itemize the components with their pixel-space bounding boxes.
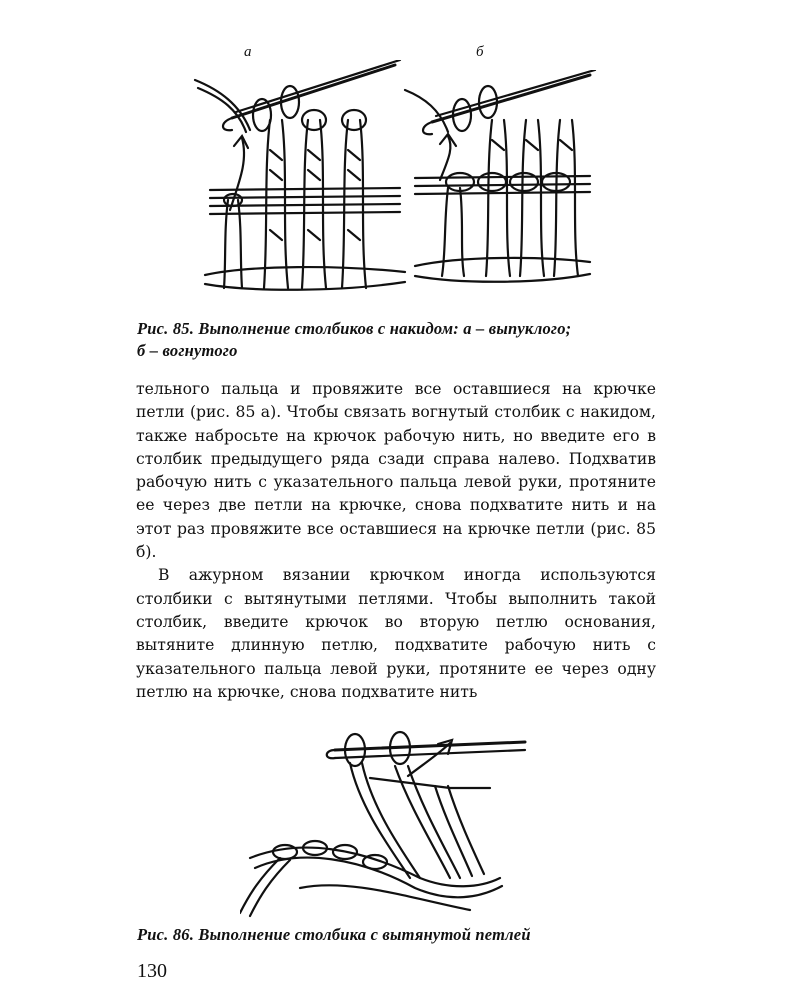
paragraph-1: тельного пальца и провяжите все оставшиеся на крючке петли (рис. 85 а). Чтобы связать вогнутый столбик с накидом, также набросьте на крючок рабочую нить, но введите его в столбик предыдущего ряда сзади справа налево. Подхватив рабочую нить с указательного пальца левой руки, протяните ее через две петли на крючке, снова подхватите нить и на этот раз провяжите все оставшиеся на крючке петли (рис. 85 б). xyxy=(136,380,656,562)
figure-85a-label: а xyxy=(244,44,252,60)
figure-86-illustration xyxy=(240,728,540,918)
figure-85b-label: б xyxy=(476,44,484,60)
page-number: 130 xyxy=(137,960,167,982)
figure-86-caption: Рис. 86. Выполнение столбика с вытянутой петлей xyxy=(137,925,531,944)
paragraph-2: В ажурном вязании крючком иногда используются столбики с вытянутыми петлями. Чтобы выполнить такой столбик, введите крючок во вторую петлю основания, вытяните длинную петлю, подхватите рабочую нить с указательного пальца левой руки, протяните ее через одну петлю на крючке, снова подхватите нить xyxy=(136,566,656,701)
figure-85b-illustration xyxy=(400,70,600,290)
body-text xyxy=(136,378,656,704)
figure-85a-illustration xyxy=(190,60,420,300)
figure-85-caption-line1: Рис. 85. Выполнение столбиков с накидом: а – выпуклого; xyxy=(137,319,572,338)
figure-85-caption-line2: б – вогнутого xyxy=(137,341,238,360)
